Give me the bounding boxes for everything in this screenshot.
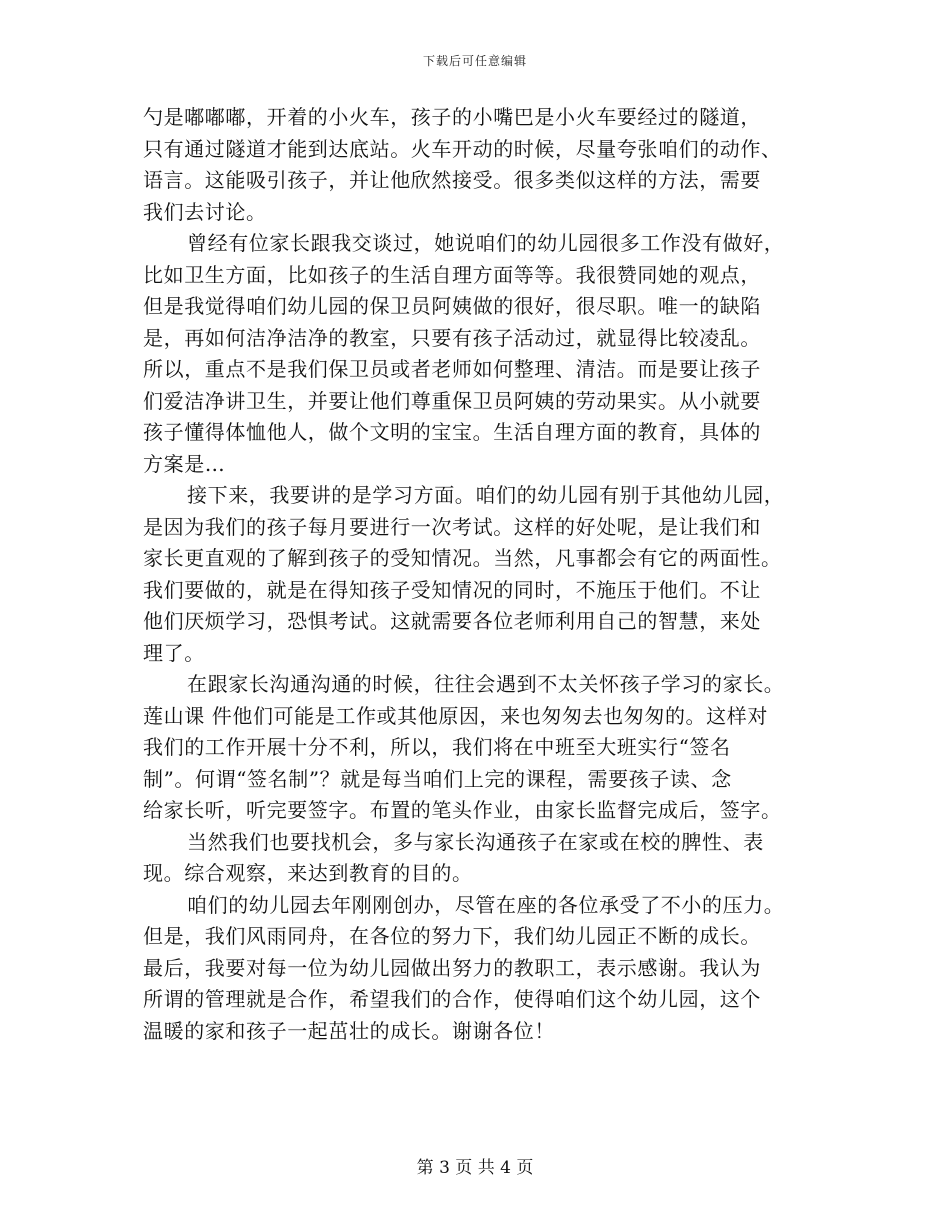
document-body <box>143 102 811 1047</box>
paragraph-first-line: 在跟家长沟通沟通的时候，往往会遇到不太关怀孩子学习的家长。 <box>187 672 785 696</box>
text-line: 勺是嘟嘟嘟，开着的小火车，孩子的小嘴巴是小火车要经过的隧道， <box>143 105 761 129</box>
text-line: 现。综合观察，来达到教育的目的。 <box>143 861 473 885</box>
paragraph-first-line: 当然我们也要找机会，多与家长沟通孩子在家或在校的脾性、表 <box>187 829 764 854</box>
text-line: 理了。 <box>143 640 205 665</box>
paragraph-first-line: 接下来，我要讲的是学习方面。咱们的幼儿园有别于其他幼儿园， <box>187 483 785 507</box>
text-line: 他们厌烦学习，恐惧考试。这就需要各位老师利用自己的智慧，来处 <box>143 609 761 633</box>
text-line: 方案是… <box>143 451 226 476</box>
page-header: 下载后可任意编辑 <box>422 54 527 68</box>
text-line: 但是，我们风雨同舟，在各位的努力下，我们幼儿园正不断的成长。 <box>143 924 761 948</box>
text-line: 只有通过隧道才能到达底站。火车开动的时候，尽量夸张咱们的动作、 <box>143 136 782 161</box>
text-line: 孩子懂得体恤他人，做个文明的宝宝。生活自理方面的教育，具体的 <box>143 420 761 444</box>
text-line: 所以，重点不是我们保卫员或者老师如何整理、清洁。而是要让孩子 <box>143 357 761 381</box>
paragraph-first-line: 曾经有位家长跟我交谈过，她说咱们的幼儿园很多工作没有做好， <box>187 231 785 255</box>
page-number: 第 3 页 共 4 页 <box>416 1158 534 1178</box>
text-line: 给家长听，听完要签字。布置的笔头作业，由家长监督完成后，签字。 <box>143 798 782 822</box>
text-line: 语言。这能吸引孩子，并让他欣然接受。很多类似这样的方法，需要 <box>143 168 761 192</box>
text-line: 我们去讨论。 <box>143 199 267 224</box>
text-line: 所谓的管理就是合作，希望我们的合作，使得咱们这个幼儿园，这个 <box>143 987 761 1011</box>
text-line: 家长更直观的了解到孩子的受知情况。当然，凡事都会有它的两面性。 <box>143 546 782 570</box>
text-line: 们爱洁净讲卫生，并要让他们尊重保卫员阿姨的劳动果实。从小就要 <box>143 388 761 413</box>
text-line: 比如卫生方面，比如孩子的生活自理方面等等。我很赞同她的观点， <box>143 262 761 287</box>
text-line: 但是我觉得咱们幼儿园的保卫员阿姨做的很好，很尽职。唯一的缺陷 <box>143 294 761 318</box>
text-line: 制”。何谓“签名制”？就是每当咱们上完的课程，需要孩子读、念 <box>143 766 732 791</box>
text-line: 是，再如何洁净洁净的教室，只要有孩子活动过，就显得比较凌乱。 <box>143 325 761 350</box>
text-line: 莲山课 件他们可能是工作或其他原因，来也匆匆去也匆匆的。这样对 <box>143 703 768 728</box>
text-line: 最后，我要对每一位为幼儿园做出努力的教职工，表示感谢。我认为 <box>143 955 761 980</box>
paragraph-first-line: 咱们的幼儿园去年刚刚创办，尽管在座的各位承受了不小的压力。 <box>187 892 785 917</box>
text-line: 我们的工作开展十分不利，所以，我们将在中班至大班实行“签名 <box>143 735 731 759</box>
text-line: 我们要做的，就是在得知孩子受知情况的同时，不施压于他们。不让 <box>143 577 761 602</box>
text-line: 是因为我们的孩子每月要进行一次考试。这样的好处呢，是让我们和 <box>143 514 761 539</box>
text-line: 温暖的家和孩子一起茁壮的成长。谢谢各位！ <box>143 1018 555 1043</box>
